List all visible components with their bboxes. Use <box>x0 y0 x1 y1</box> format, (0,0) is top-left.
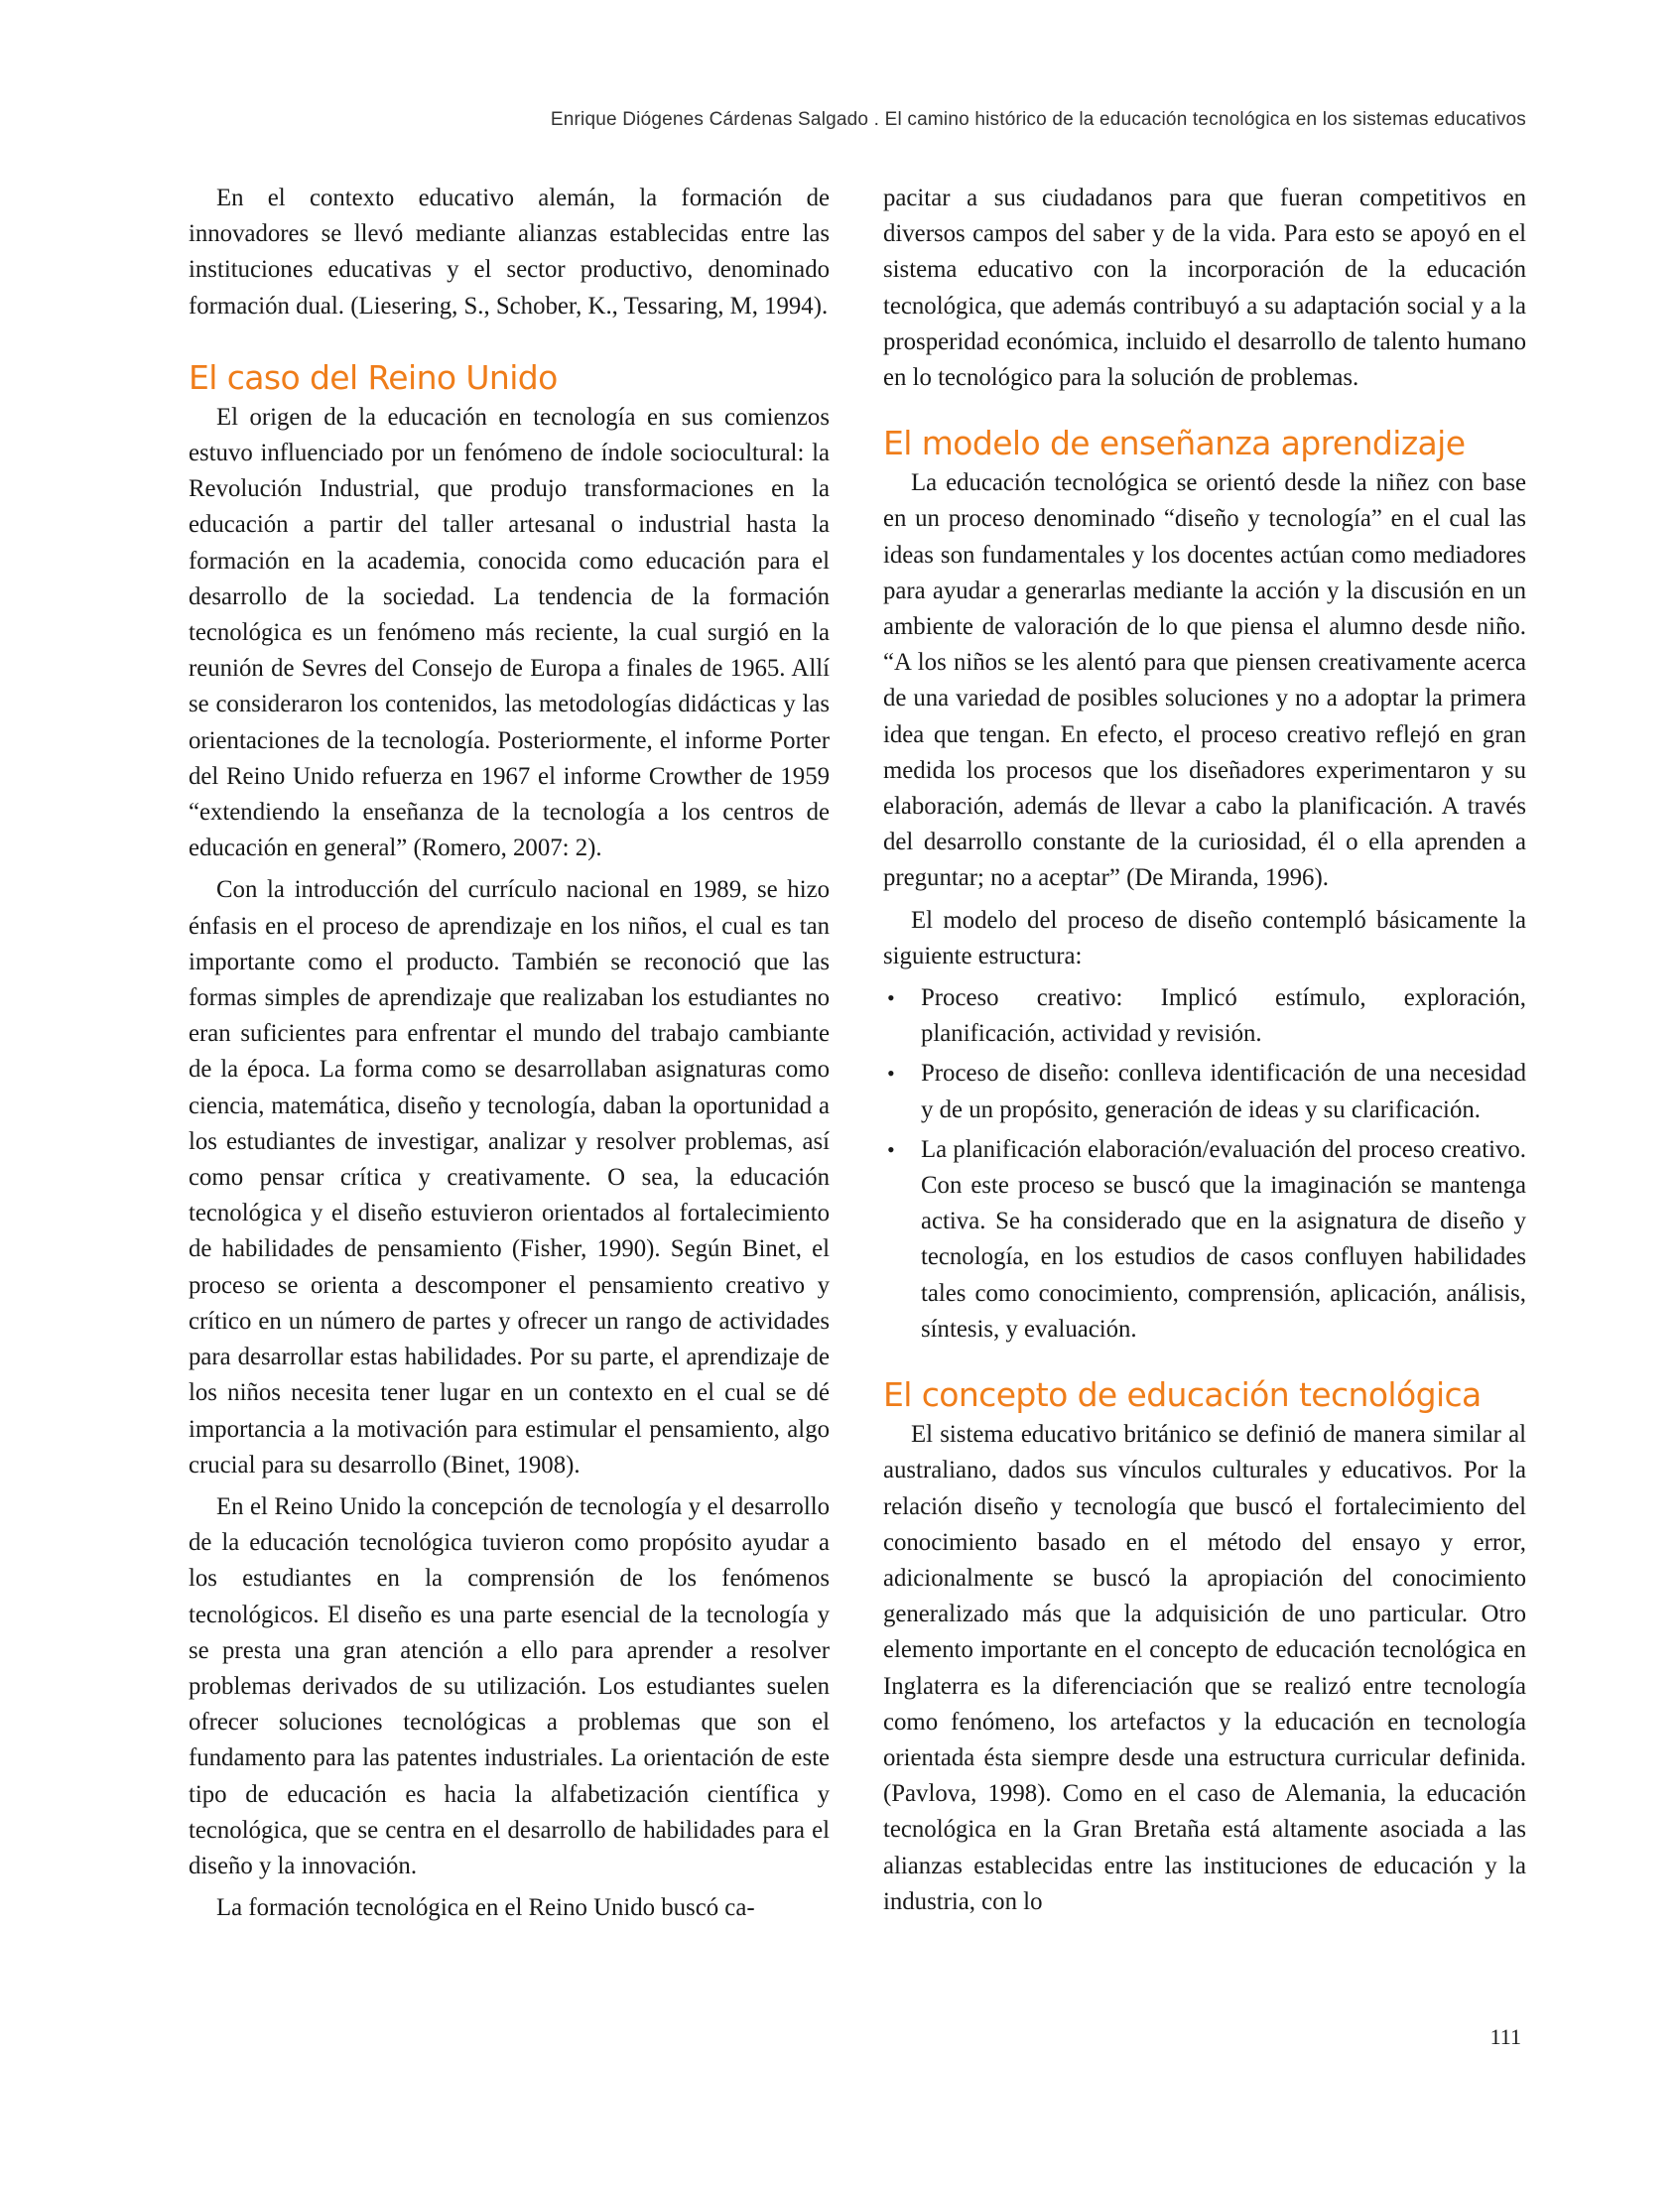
paragraph: El sistema educativo británico se definió de manera similar al australiano, dados sus vínculos culturales y educativos. Por la relación diseño y tecnología que buscó el fortalecimiento del conocimiento basado en el método del ensayo y error, adicionalmente se buscó la apropiación del conocimiento generalizado más que la adquisición de uno particular. Otro elemento importante en el concepto de educación tecnológica en Inglaterra es la diferenciación que se realizó entre tecnología como fenómeno, los artefactos y la educación en tecnología orientada ésta siempre desde una estructura curricular definida. (Pavlova, 1998). Como en el caso de Alemania, la educación tecnológica en la Gran Bretaña está altamente asociada a las alianzas establecidas entre las instituciones de educación y la industria, con lo <box>883 1421 1526 1915</box>
right-column <box>883 181 1526 1926</box>
bullet-icon: • <box>887 1136 895 1162</box>
bullet-icon: • <box>887 1061 895 1087</box>
list-item <box>883 1056 1526 1127</box>
list-item-text: Proceso de diseño: conlleva identificación de una necesidad y de un propósito, generación de ideas y su clarificación. <box>921 1060 1526 1123</box>
running-header: Enrique Diógenes Cárdenas Salgado . El camino histórico de la educación tecnológica en los sistemas educativos <box>550 109 1526 130</box>
paragraph: El origen de la educación en tecnología en sus comienzos estuvo influenciado por un fenómeno de índole sociocultural: la Revolución Industrial, que produjo transformaciones en la educación a partir del taller artesanal o industrial hasta la formación en la academia, conocida como educación para el desarrollo de la sociedad. La tendencia de la formación tecnológica es un fenómeno más reciente, la cual surgió en la reunión de Sevres del Consejo de Europa a finales de 1965. Allí se consideraron los contenidos, las metodologías didácticas y las orientaciones de la tecnología. Posteriormente, el informe Porter del Reino Unido refuerza en 1967 el informe Crowther de 1959 “extendiendo la enseñanza de la tecnología a los centros de educación en general” (Romero, 2007: 2). <box>189 403 830 862</box>
list-item-text: La planificación elaboración/evaluación del proceso creativo. Con este proceso se buscó que la imaginación se mantenga activa. Se ha considerado que en la asignatura de diseño y tecnología, en los estudios de casos confluyen habilidades tales como conocimiento, comprensión, aplicación, análisis, síntesis, y evaluación. <box>921 1135 1526 1343</box>
paragraph: En el Reino Unido la concepción de tecnología y el desarrollo de la educación tecnológica tuvieron como propósito ayudar a los estudiantes en la comprensión de los fenómenos tecnológicos. El diseño es una parte esencial de la tecnología y se presta una gran atención a ello para aprender a resolver problemas derivados de su utilización. Los estudiantes suelen ofrecer soluciones tecnológicas a problemas que son el fundamento para las patentes industriales. La orientación de este tipo de educación es hacia la alfabetización científica y tecnológica, que se centra en el desarrollo de habilidades para el diseño y la innovación. <box>189 1492 830 1879</box>
section-heading-concepto: El concepto de educación tecnológica <box>883 1375 1482 1415</box>
list-item-text: Proceso creativo: Implicó estímulo, exploración, planificación, actividad y revisión. <box>921 984 1526 1048</box>
page-number: 111 <box>1489 2024 1521 2049</box>
bullet-icon: • <box>887 985 895 1011</box>
section-heading-modelo: El modelo de enseñanza aprendizaje <box>883 424 1466 463</box>
paragraph: La formación tecnológica en el Reino Unido buscó ca- <box>216 1894 755 1922</box>
section-heading-reino-unido: El caso del Reino Unido <box>189 357 558 397</box>
paragraph: El modelo del proceso de diseño contempló básicamente la siguiente estructura: <box>883 906 1526 969</box>
bullet-list <box>883 980 1526 1348</box>
paragraph: En el contexto educativo alemán, la formación de innovadores se llevó mediante alianzas establecidas entre las instituciones educativas y el sector productivo, denominado formación dual. (Liesering, S., Schober, K., Tessaring, M, 1994). <box>189 185 830 320</box>
list-item <box>883 980 1526 1052</box>
paragraph: pacitar a sus ciudadanos para que fueran competitivos en diversos campos del saber y de la vida. Para esto se apoyó en el sistema educativo con la incorporación de la educación tecnológica, que además contribuyó a su adaptación social y a la prosperidad económica, incluido el desarrollo de talento humano en lo tecnológico para la solución de problemas. <box>883 185 1526 392</box>
left-column <box>189 181 830 1932</box>
list-item <box>883 1132 1526 1348</box>
paragraph: Con la introducción del currículo nacional en 1989, se hizo énfasis en el proceso de aprendizaje en los niños, el cual es tan importante como el producto. También se reconoció que las formas simples de aprendizaje que realizaban los estudiantes no eran suficientes para enfrentar el mundo del trabajo cambiante de la época. La forma como se desarrollaban asignaturas como ciencia, matemática, diseño y tecnología, daban la oportunidad a los estudiantes de investigar, analizar y resolver problemas, así como pensar crítica y creativamente. O sea, la educación tecnológica y el diseño estuvieron orientados al fortalecimiento de habilidades de pensamiento (Fisher, 1990). Según Binet, el proceso se orienta a descomponer el pensamiento creativo y crítico en un número de partes y ofrecer un rango de actividades para desarrollar estas habilidades. Por su parte, el aprendizaje de los niños necesita tener lugar en un contexto en el cual se dé importancia a la motivación para estimular el pensamiento, algo crucial para su desarrollo (Binet, 1908). <box>189 876 830 1479</box>
paragraph: La educación tecnológica se orientó desde la niñez con base en un proceso denominado “diseño y tecnología” en el cual las ideas son fundamentales y los docentes actúan como mediadores para ayudar a generarlas mediante la acción y la discusión en un ambiente de valoración de lo que piensa el alumno desde niño. “A los niños se les alentó para que piensen creativamente acerca de una variedad de posibles soluciones y no a adoptar la primera idea que tengan. En efecto, el proceso creativo reflejó en gran medida los procesos que los diseñadores experimentaron y su elaboración, además de llevar a cabo la planificación. A través del desarrollo constante de la curiosidad, él o ella aprenden a preguntar; no a aceptar” (De Miranda, 1996). <box>883 469 1526 892</box>
